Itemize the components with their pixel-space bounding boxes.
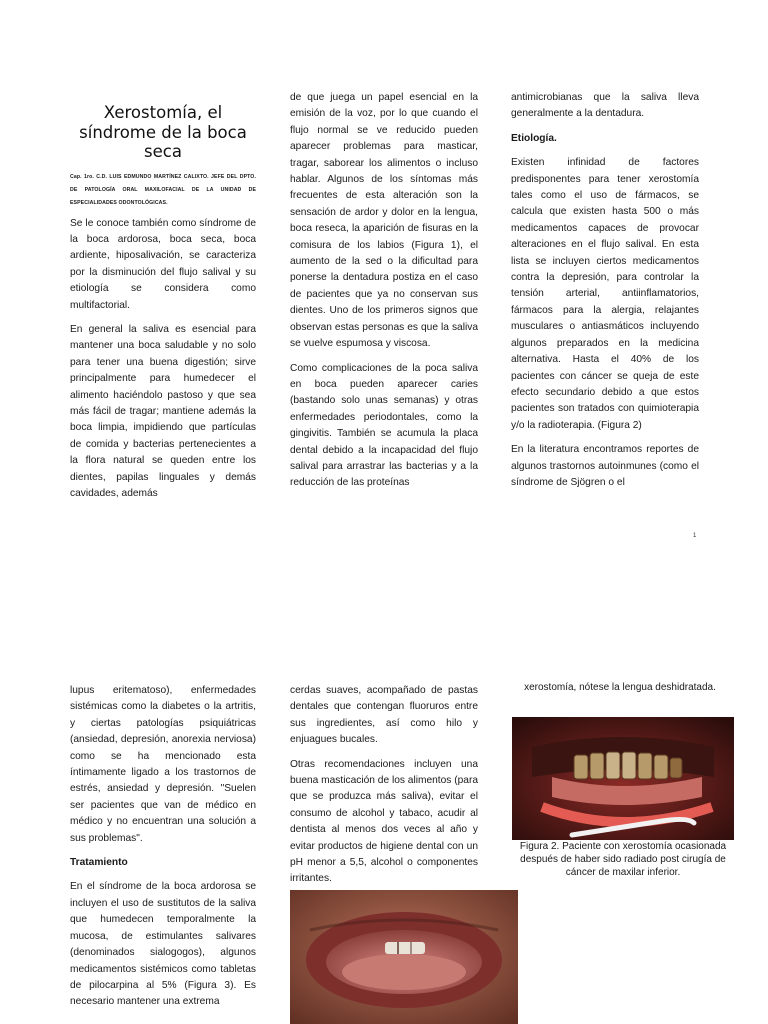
paragraph: En el síndrome de la boca ardorosa se incluyen el uso de sustitutos de la saliva que humedecen temporalmente la mucosa, de estimulantes salivares (denominados sialogogos), algunos medicamentos sistémicos como tabletas de pilocarpina al 5% (Figura 3). Es necesario mantener una extrema bbox=[70, 881, 256, 1008]
teeth-photo-image bbox=[512, 717, 734, 840]
page-number: 1 bbox=[693, 533, 697, 539]
page1-column-1 bbox=[70, 103, 256, 510]
section-heading-tratamiento: Tratamiento bbox=[70, 857, 128, 869]
paragraph: Existen infinidad de factores predisponentes para tener xerostomía tales como el uso de fármacos, se calcula que existen hasta 500 o más medicamentos capaces de provocar alteraciones en el flujo salival. En esta lista se incluyen ciertos medicamentos contra la depresión, para controlar la tensión arterial, antiinflamatorios, fármacos para la alergia, relajantes musculares o antiasmáticos incluyendo algunos preparados en la medicina alternativa. Hasta el 40% de los pacientes con cáncer se queja de este efecto secundario debido a que estos pacientes son tratados con quimioterapia y/o la radioterapia. (Figura 2) bbox=[511, 157, 699, 431]
lips-photo-image bbox=[290, 890, 518, 1024]
page2-column-1 bbox=[70, 683, 256, 1019]
author-byline: Cap. 1ro. C.D. LUIS EDMUNDO MARTÍNEZ CALIXTO. JEFE DEL DPTO. DE PATOLOGÍA ORAL MAXILOFACIAL DE LA UNIDAD DE ESPECIALIDADES ODONTOLÓGICAS. bbox=[70, 173, 256, 206]
figure-1-caption-continued: xerostomía, nótese la lengua deshidratada. bbox=[524, 682, 716, 693]
paragraph: Como complicaciones de la poca saliva en boca pueden aparecer caries (bastando solo unas semanas) y otras enfermedades periodontales, como la gingivitis. También se acumula la placa dental debido a la incapacidad del flujo salival para arrastrar las bacterias y a la reducción de las proteínas bbox=[290, 362, 478, 489]
paragraph: lupus eritematoso), enfermedades sistémicas como la diabetes o la artritis, y ciertas patologías psiquiátricas (ansiedad, depresión, anorexia nerviosa) como se ha mencionado esta íntimamente ligado a los trastornos de estrés, ansiedad y depresión. "Suelen ser pacientes que van de médico en médico y no encuentran una solución a sus problemas". bbox=[70, 685, 256, 844]
paragraph: antimicrobianas que la saliva lleva generalmente a la dentadura. bbox=[511, 92, 699, 120]
figure-1-photo bbox=[290, 890, 518, 1024]
paragraph: Otras recomendaciones incluyen una buena masticación de los alimentos (para que se produzca más saliva), evitar el consumo de alcohol y tabaco, acudir al dentista al menos dos veces al año y evitar productos de higiene dental con un pH menor a 5,5, alcohol o componentes irritantes. bbox=[290, 758, 479, 885]
article-title: Xerostomía, el síndrome de la boca seca bbox=[79, 103, 247, 161]
figure-2-caption: Figura 2. Paciente con xerostomía ocasionada después de haber sido radiado post cirugía de cáncer de maxilar inferior. bbox=[519, 841, 727, 878]
paragraph: En general la saliva es esencial para mantener una boca saludable y no solo para tener una buena digestión; sirve principalmente para humedecer el alimento haciéndolo pastoso y que sea más fácil de tragar; mantiene además la boca limpia, impidiendo que partículas de comida y bacterias pertenecientes a la flora natural se queden entre los dientes, papilas linguales y demás cavidades, además bbox=[70, 323, 256, 499]
paragraph: Se le conoce también como síndrome de la boca ardorosa, boca seca, boca ardiente, hiposalivación, se caracteriza por la disminución del flujo salival y su etiología se considera como multifactorial. bbox=[70, 217, 256, 311]
page1-column-2 bbox=[290, 90, 478, 500]
page1-column-3 bbox=[511, 90, 699, 499]
paragraph: cerdas suaves, acompañado de pastas dentales que contengan fluoruros entre sus ingredientes, así como hilo y enjuagues bucales. bbox=[290, 685, 478, 746]
section-heading-etiologia: Etiología. bbox=[511, 132, 557, 144]
paragraph: En la literatura encontramos reportes de algunos trastornos autoinmunes (como el síndrome de Sjögren o el bbox=[511, 444, 699, 488]
paragraph: de que juega un papel esencial en la emisión de la voz, por lo que cuando el flujo normal se ve reducido pueden aparecer problemas para masticar, tragar, saborear los alimentos o incluso hablar. Algunos de los síntomas más frecuentes de esta alteración son la sensación de ardor y dolor en la lengua, boca reseca, la aparición de fisuras en la comisura de los labios (Figura 1), el aumento de la sed o la dificultad para ponerse la dentadura postiza en el caso de pacientes que ya no conservan sus dientes. Uno de los primeros signos que observan estas personas es que la saliva se vuelve espumosa y viscosa. bbox=[290, 92, 478, 350]
page2-column-2 bbox=[290, 683, 478, 896]
figure-2-photo bbox=[512, 717, 734, 840]
